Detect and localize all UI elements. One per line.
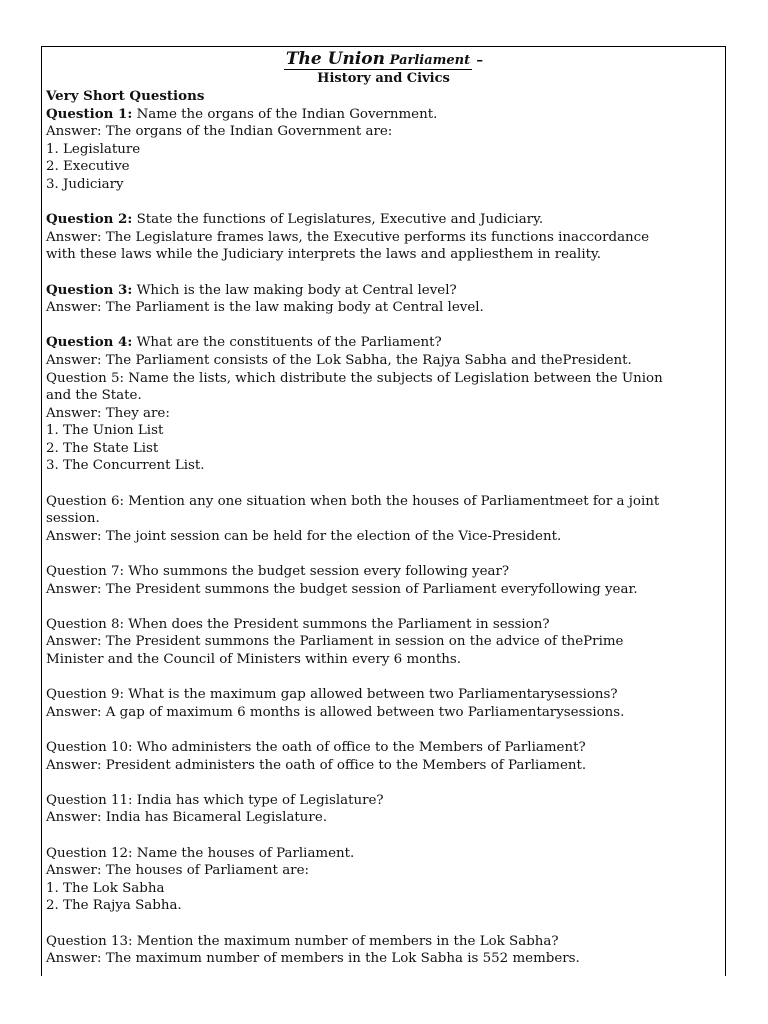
answer-1: Answer: The organs of the Indian Government are: bbox=[46, 124, 393, 140]
question-9: Question 9: What is the maximum gap allowed between two Parliamentarysessions? bbox=[46, 687, 618, 703]
answer-2-line-2: with these laws while the Judiciary interprets the laws and appliesthem in reality. bbox=[46, 247, 602, 263]
question-1-text: Name the organs of the Indian Government. bbox=[132, 106, 438, 122]
question-2-label: Question 2: bbox=[46, 211, 133, 228]
spacer bbox=[46, 545, 721, 563]
question-1 bbox=[46, 106, 721, 124]
section-heading: Very Short Questions bbox=[46, 88, 205, 104]
answer-6: Answer: The joint session can be held for the election of the Vice-President. bbox=[46, 528, 562, 544]
question-2-text: State the functions of Legislatures, Executive and Judiciary. bbox=[132, 212, 544, 228]
question-6-line-2: session. bbox=[46, 511, 100, 527]
answer-9: Answer: A gap of maximum 6 months is allowed between two Parliamentarysessions. bbox=[46, 704, 625, 720]
question-1-label: Question 1: bbox=[46, 105, 133, 122]
question-8: Question 8: When does the President summons the Parliament in session? bbox=[46, 616, 550, 632]
document-title bbox=[284, 51, 472, 70]
answer-7: Answer: The President summons the budget session of Parliament everyfollowing year. bbox=[46, 581, 638, 597]
spacer bbox=[46, 827, 721, 845]
spacer bbox=[46, 598, 721, 616]
answer-4: Answer: The Parliament consists of the Lok Sabha, the Rajya Sabha and thePresident. bbox=[46, 352, 632, 368]
spacer bbox=[46, 194, 721, 212]
title-dash: – bbox=[476, 52, 484, 68]
answer-8-line-2: Minister and the Council of Ministers within every 6 months. bbox=[46, 652, 461, 667]
title-small: Parliament bbox=[389, 53, 471, 68]
spacer bbox=[46, 669, 721, 687]
answer-1-item-2: 2. Executive bbox=[46, 159, 130, 175]
answer-5-item-1: 1. The Union List bbox=[46, 423, 164, 439]
question-3 bbox=[46, 282, 721, 300]
answer-5-item-3: 3. The Concurrent List. bbox=[46, 458, 205, 474]
spacer bbox=[46, 264, 721, 282]
question-4 bbox=[46, 334, 721, 352]
question-11: Question 11: India has which type of Legislature? bbox=[46, 792, 384, 808]
answer-2-line-1: Answer: The Legislature frames laws, the Executive performs its functions inaccordance bbox=[46, 229, 650, 245]
question-7: Question 7: Who summons the budget session every following year? bbox=[46, 564, 510, 580]
question-13: Question 13: Mention the maximum number of members in the Lok Sabha? bbox=[46, 933, 559, 949]
question-2 bbox=[46, 211, 721, 229]
document-subtitle: History and Civics bbox=[317, 71, 450, 86]
spacer bbox=[46, 721, 721, 739]
answer-5: Answer: They are: bbox=[46, 405, 170, 421]
answer-1-item-1: 1. Legislature bbox=[46, 141, 141, 157]
spacer bbox=[46, 475, 721, 493]
question-12: Question 12: Name the houses of Parliament. bbox=[46, 845, 355, 861]
answer-1-item-3: 3. Judiciary bbox=[46, 176, 124, 192]
spacer bbox=[46, 915, 721, 933]
question-4-text: What are the constituents of the Parliament? bbox=[132, 335, 442, 351]
question-5-line-1: Question 5: Name the lists, which distribute the subjects of Legislation between the Union bbox=[46, 370, 663, 386]
document-page bbox=[41, 46, 726, 976]
answer-3: Answer: The Parliament is the law making body at Central level. bbox=[46, 300, 484, 316]
answer-5-item-2: 2. The State List bbox=[46, 440, 159, 456]
title-main: The Union bbox=[285, 49, 385, 69]
spacer bbox=[46, 774, 721, 792]
question-5-line-2: and the State. bbox=[46, 388, 142, 404]
question-6-line-1: Question 6: Mention any one situation when both the houses of Parliamentmeet for a joint bbox=[46, 493, 660, 509]
answer-8-line-1: Answer: The President summons the Parliament in session on the advice of thePrime bbox=[46, 634, 624, 650]
answer-12-item-1: 1. The Lok Sabha bbox=[46, 880, 165, 896]
question-3-label: Question 3: bbox=[46, 281, 133, 298]
question-10: Question 10: Who administers the oath of office to the Members of Parliament? bbox=[46, 739, 586, 755]
spacer bbox=[46, 317, 721, 335]
question-4-label: Question 4: bbox=[46, 334, 133, 351]
answer-10: Answer: President administers the oath of office to the Members of Parliament. bbox=[46, 757, 587, 773]
title-block bbox=[46, 51, 721, 70]
answer-12: Answer: The houses of Parliament are: bbox=[46, 863, 310, 879]
question-3-text: Which is the law making body at Central level? bbox=[132, 282, 457, 298]
answer-12-item-2: 2. The Rajya Sabha. bbox=[46, 898, 182, 914]
answer-13: Answer: The maximum number of members in the Lok Sabha is 552 members. bbox=[46, 951, 580, 967]
answer-11: Answer: India has Bicameral Legislature. bbox=[46, 810, 328, 826]
